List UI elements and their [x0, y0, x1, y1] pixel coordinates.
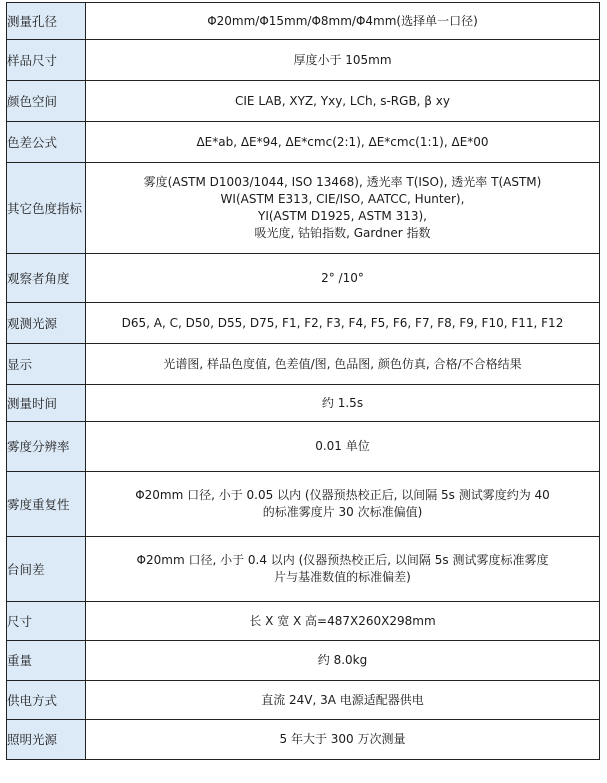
- spec-value-line: 2° /10°: [321, 270, 364, 285]
- spec-row: [7, 40, 600, 81]
- spec-value: [86, 163, 600, 254]
- spec-value: [86, 3, 600, 40]
- spec-row: [7, 641, 600, 681]
- spec-row: [7, 344, 600, 385]
- spec-label: 样品尺寸: [7, 40, 86, 81]
- spec-value: [86, 422, 600, 472]
- spec-label: 观测光源: [7, 303, 86, 344]
- spec-row: [7, 303, 600, 344]
- spec-row: [7, 720, 600, 760]
- spec-value: [86, 472, 600, 537]
- spec-label: 雾度重复性: [7, 472, 86, 537]
- spec-value: [86, 122, 600, 163]
- spec-label: 台间差: [7, 537, 86, 602]
- spec-value-line: 约 1.5s: [321, 395, 364, 410]
- spec-value-line: D65, A, C, D50, D55, D75, F1, F2, F3, F4, F5, F6, F7, F8, F9, F10, F11, F12: [121, 315, 564, 330]
- spec-value-line: 长 X 宽 X 高=487X260X298mm: [249, 613, 436, 628]
- spec-value: [86, 537, 600, 602]
- spec-value: [86, 81, 600, 122]
- spec-value-line: YI(ASTM D1925, ASTM 313),: [257, 209, 427, 223]
- spec-value-line: 直流 24V, 3A 电源适配器供电: [261, 692, 424, 707]
- spec-label: 颜色空间: [7, 81, 86, 122]
- spec-value-line: 0.01 单位: [315, 439, 370, 453]
- spec-value-line: CIE LAB, XYZ, Yxy, LCh, s-RGB, β xy: [235, 93, 450, 108]
- spec-label: 观察者角度: [7, 254, 86, 303]
- spec-value-line: Φ20mm 口径, 小于 0.05 以内 (仪器预热校正后, 以间隔 5s 测试雾度约为 40: [135, 488, 550, 502]
- spec-value: [86, 385, 600, 422]
- spec-row: [7, 422, 600, 472]
- spec-row: [7, 681, 600, 720]
- spec-table: [6, 2, 600, 760]
- spec-value-line: 片与基准数值的标准偏差): [274, 570, 411, 584]
- spec-label: 其它色度指标: [7, 163, 86, 254]
- spec-row: [7, 472, 600, 537]
- spec-value-line: 5 年大于 300 万次测量: [279, 732, 406, 746]
- spec-label: 尺寸: [7, 602, 86, 641]
- spec-label: 照明光源: [7, 720, 86, 760]
- spec-label: 色差公式: [7, 122, 86, 163]
- spec-label: 显示: [7, 344, 86, 385]
- spec-label: 雾度分辨率: [7, 422, 86, 472]
- spec-label: 供电方式: [7, 681, 86, 720]
- spec-table-body: [7, 3, 600, 760]
- spec-value-line: Φ20mm/Φ15mm/Φ8mm/Φ4mm(选择单一口径): [207, 13, 478, 28]
- spec-value-line: 吸光度, 钴铂指数, Gardner 指数: [254, 226, 431, 240]
- spec-row: [7, 254, 600, 303]
- spec-value-line: 雾度(ASTM D1003/1044, ISO 13468), 透光率 T(ISO), 透光率 T(ASTM): [143, 175, 542, 189]
- spec-value-line: Φ20mm 口径, 小于 0.4 以内 (仪器预热校正后, 以间隔 5s 测试雾度标准雾度: [136, 553, 549, 567]
- spec-row: [7, 3, 600, 40]
- spec-label: 测量孔径: [7, 3, 86, 40]
- spec-row: [7, 602, 600, 641]
- spec-label: 测量时间: [7, 385, 86, 422]
- spec-label: 重量: [7, 641, 86, 681]
- spec-value: [86, 40, 600, 81]
- spec-value: [86, 344, 600, 385]
- spec-value: [86, 254, 600, 303]
- spec-value: [86, 720, 600, 760]
- spec-value: [86, 303, 600, 344]
- spec-value-line: 约 8.0kg: [317, 653, 368, 667]
- spec-value-line: ΔE*ab, ΔE*94, ΔE*cmc(2:1), ΔE*cmc(1:1), ΔE*00: [196, 134, 489, 149]
- spec-value-line: 光谱图, 样品色度值, 色差值/图, 色品图, 颜色仿真, 合格/不合格结果: [163, 356, 522, 371]
- spec-row: [7, 122, 600, 163]
- spec-value-line: WI(ASTM E313, CIE/ISO, AATCC, Hunter),: [220, 192, 465, 206]
- spec-row: [7, 163, 600, 254]
- spec-value: [86, 641, 600, 681]
- spec-row: [7, 537, 600, 602]
- spec-row: [7, 81, 600, 122]
- spec-row: [7, 385, 600, 422]
- spec-value: [86, 681, 600, 720]
- spec-value-line: 的标准雾度片 30 次标准偏值): [262, 505, 423, 519]
- spec-value: [86, 602, 600, 641]
- spec-value-line: 厚度小于 105mm: [293, 52, 392, 67]
